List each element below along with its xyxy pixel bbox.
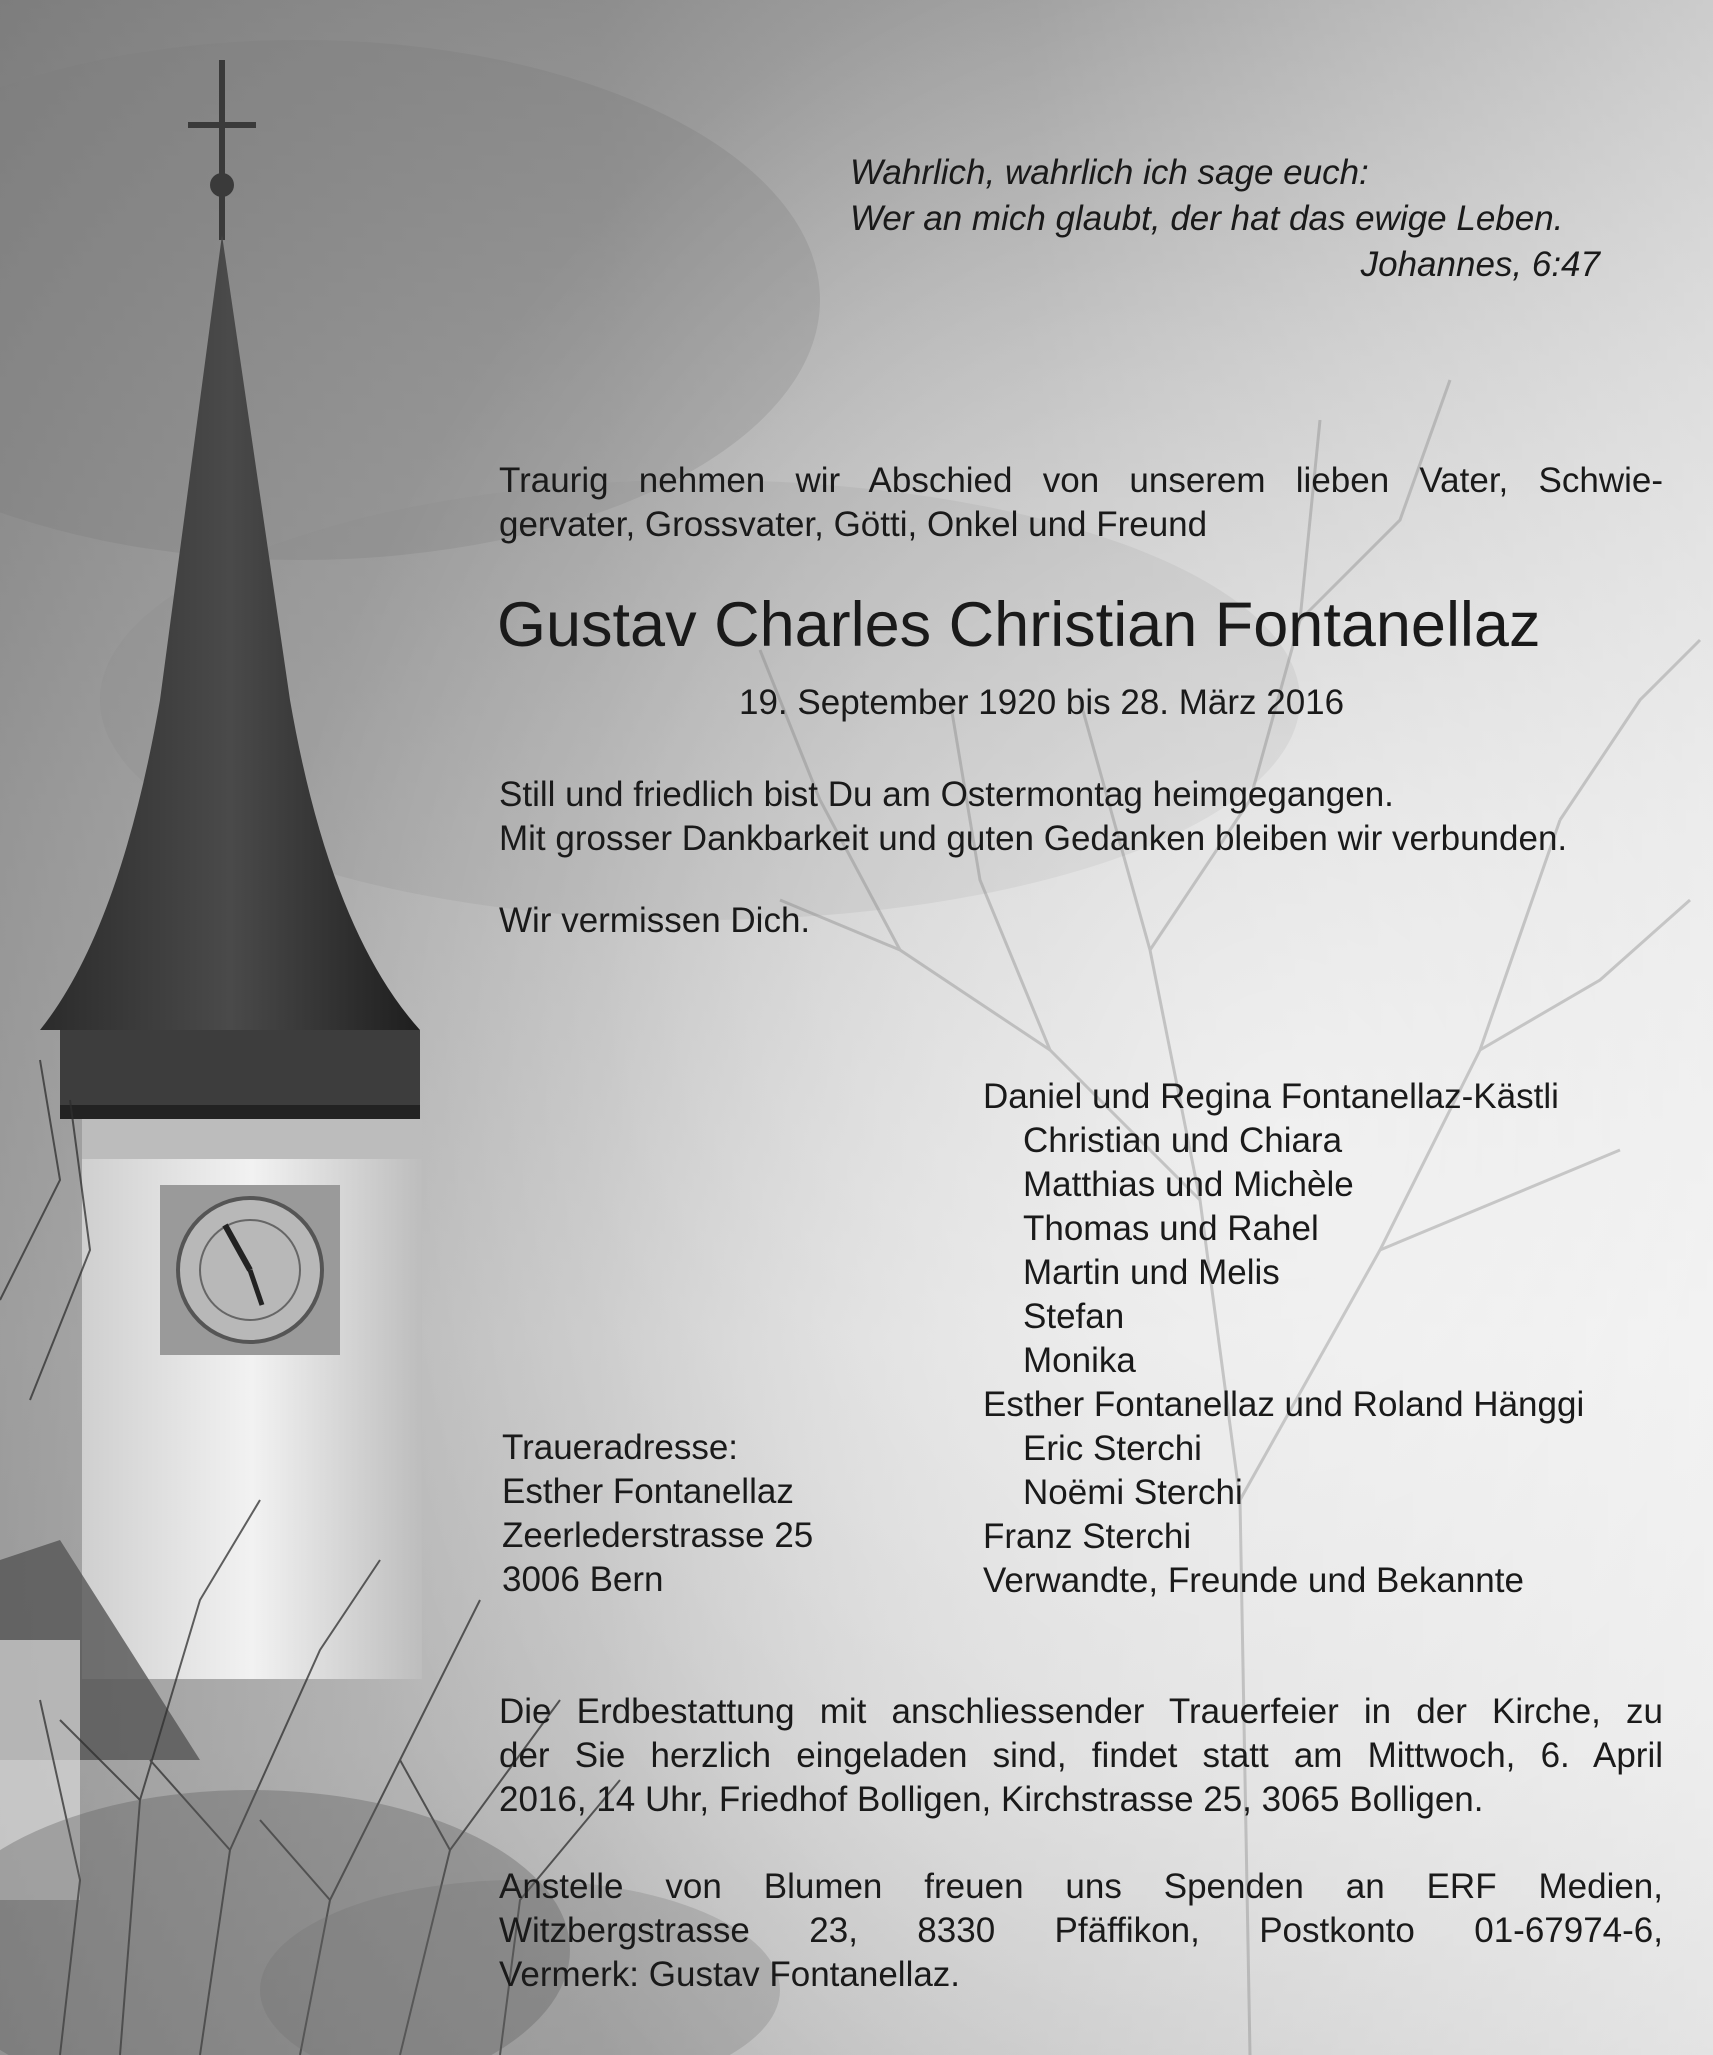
mourner-line: Eric Sterchi (1023, 1429, 1202, 1468)
farewell-message (499, 773, 1679, 861)
mourner-line: Franz Sterchi (983, 1517, 1192, 1556)
mourner-line: Thomas und Rahel (1023, 1209, 1319, 1248)
bible-verse (850, 150, 1660, 288)
verse-reference: Johannes, 6:47 (1360, 245, 1600, 284)
address-label: Traueradresse: (502, 1428, 739, 1467)
mourner-line: Daniel und Regina Fontanellaz-Kästli (983, 1077, 1559, 1116)
donation-line-1: Anstelle von Blumen freuen uns Spenden an ERF Medien, (499, 1867, 1663, 1906)
mourner-line: Monika (1023, 1341, 1136, 1380)
donation-line-2: Witzbergstrasse 23, 8330 Pfäffikon, Postkonto 01-67974-6, (499, 1911, 1663, 1950)
mourner-line: Matthias und Michèle (1023, 1165, 1354, 1204)
funeral-line-3: 2016, 14 Uhr, Friedhof Bolligen, Kirchstrasse 25, 3065 Bolligen. (499, 1780, 1484, 1819)
mourning-address (502, 1426, 922, 1602)
mourner-line: Martin und Melis (1023, 1253, 1280, 1292)
clock-face-icon (160, 1185, 340, 1355)
intro-line-2: gervater, Grossvater, Götti, Onkel und Freund (499, 505, 1208, 544)
funeral-notice (499, 1690, 1663, 1822)
funeral-line-1: Die Erdbestattung mit anschliessender Trauerfeier in der Kirche, zu (499, 1692, 1663, 1731)
address-street: Zeerlederstrasse 25 (502, 1516, 814, 1555)
intro-text (499, 459, 1663, 547)
funeral-line-2: der Sie herzlich eingeladen sind, findet statt am Mittwoch, 6. April (499, 1736, 1663, 1775)
message-line-2: Mit grosser Dankbarkeit und guten Gedanken bleiben wir verbunden. (499, 819, 1568, 858)
mourner-line: Stefan (1023, 1297, 1125, 1336)
mourner-line: Noëmi Sterchi (1023, 1473, 1243, 1512)
miss-you-text: Wir vermissen Dich. (499, 901, 811, 940)
donation-notice (499, 1865, 1663, 1997)
intro-line-1: Traurig nehmen wir Abschied von unserem lieben Vater, Schwie- (499, 461, 1663, 500)
mourners-list (983, 1075, 1683, 1603)
address-name: Esther Fontanellaz (502, 1472, 794, 1511)
address-city: 3006 Bern (502, 1560, 664, 1599)
donation-line-3: Vermerk: Gustav Fontanellaz. (499, 1955, 961, 1994)
mourner-line: Christian und Chiara (1023, 1121, 1343, 1160)
mourner-line: Verwandte, Freunde und Bekannte (983, 1561, 1524, 1600)
deceased-name: Gustav Charles Christian Fontanellaz (497, 590, 1541, 660)
verse-line-1: Wahrlich, wahrlich ich sage euch: (850, 153, 1369, 192)
mourner-line: Esther Fontanellaz und Roland Hänggi (983, 1385, 1585, 1424)
life-dates: 19. September 1920 bis 28. März 2016 (739, 683, 1345, 722)
message-line-1: Still und friedlich bist Du am Ostermontag heimgegangen. (499, 775, 1394, 814)
verse-line-2: Wer an mich glaubt, der hat das ewige Leben. (850, 199, 1564, 238)
